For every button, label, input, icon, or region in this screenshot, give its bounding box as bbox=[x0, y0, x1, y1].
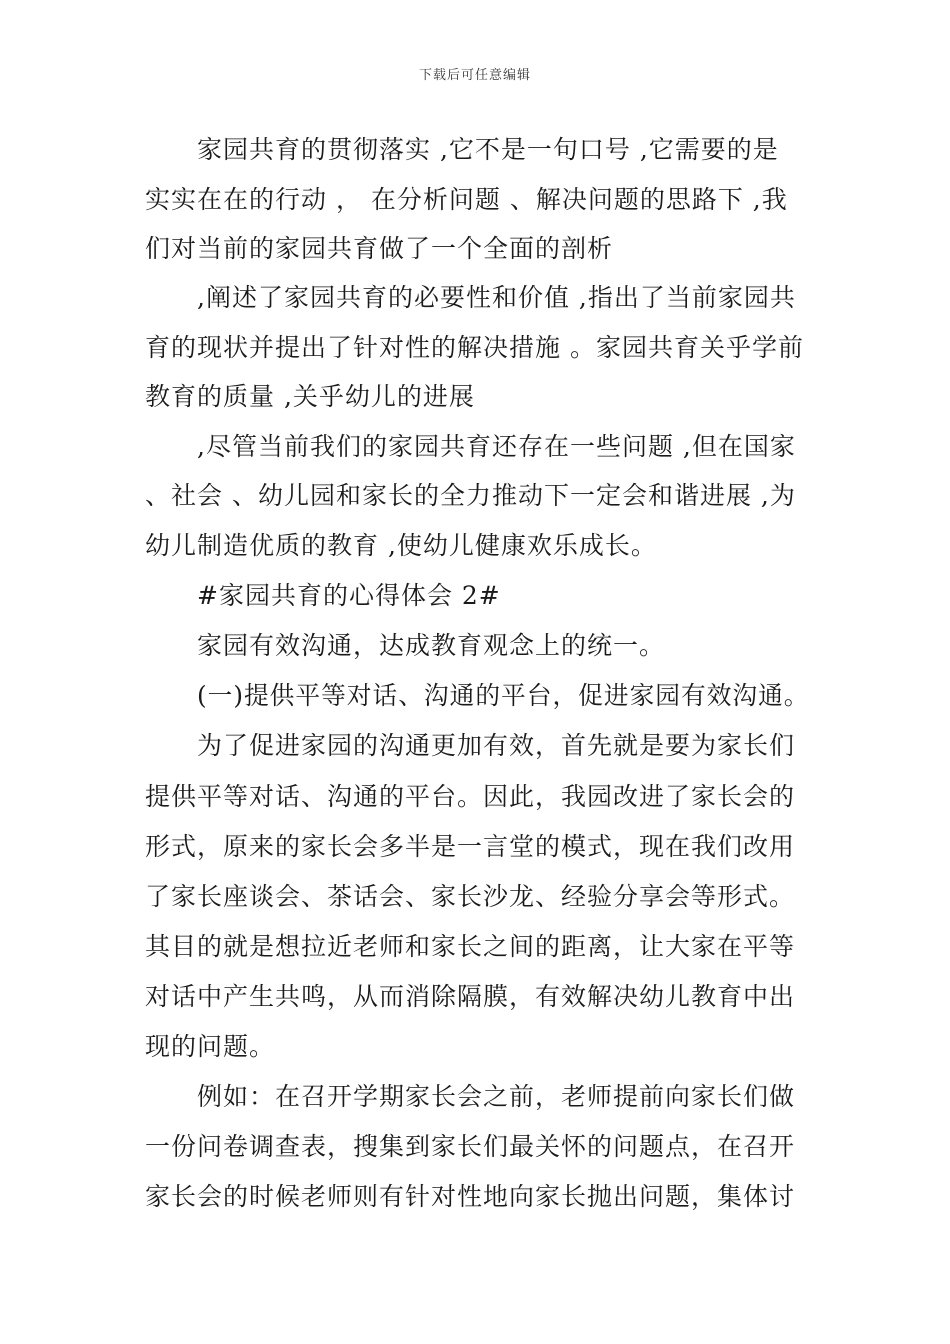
text-line: 家长会的时候老师则有针对性地向家长抛出问题，集体讨 bbox=[145, 1182, 796, 1211]
text-line: 了家长座谈会、茶话会、家长沙龙、经验分享会等形式。 bbox=[145, 882, 796, 911]
text-line: 现的问题。 bbox=[145, 1032, 276, 1061]
text-line: 对话中产生共鸣，从而消除隔膜，有效解决幼儿教育中出 bbox=[145, 982, 796, 1011]
text-line: 为了促进家园的沟通更加有效，首先就是要为家长们 bbox=[197, 731, 796, 760]
text-line: 家园有效沟通，达成教育观念上的统一。 bbox=[197, 631, 666, 660]
text-line: 、社会 、幼儿园和家长的全力推动下一定会和谐进展 ,为 bbox=[145, 481, 796, 510]
text-line: 例如：在召开学期家长会之前，老师提前向家长们做 bbox=[197, 1082, 796, 1111]
text-line: 家园共育的贯彻落实 ,它不是一句口号 ,它需要的是 bbox=[197, 135, 779, 164]
text-line: ,尽管当前我们的家园共育还存在一些问题 ,但在国家 bbox=[197, 432, 796, 461]
text-line: ,阐述了家园共育的必要性和价值 ,指出了当前家园共 bbox=[197, 283, 796, 312]
text-line: 实实在在的行动 ， 在分析问题 、解决问题的思路下 ,我 bbox=[145, 185, 788, 214]
text-line: (一)提供平等对话、沟通的平台，促进家园有效沟通。 bbox=[197, 681, 810, 710]
page-header: 下载后可任意编辑 bbox=[418, 68, 531, 83]
text-line: 幼儿制造优质的教育 ,使幼儿健康欢乐成长。 bbox=[145, 531, 657, 560]
text-line: 其目的就是想拉近老师和家长之间的距离，让大家在平等 bbox=[145, 932, 796, 961]
text-line: 教育的质量 ,关乎幼儿的进展 bbox=[145, 382, 475, 411]
text-line: 育的现状并提出了针对性的解决措施 。家园共育关乎学前 bbox=[145, 333, 804, 362]
text-line: 一份问卷调查表，搜集到家长们最关怀的问题点，在召开 bbox=[145, 1132, 796, 1161]
text-line: 提供平等对话、沟通的平台。因此，我园改进了家长会的 bbox=[145, 782, 796, 811]
section-heading: #家园共育的心得体会 2# bbox=[197, 581, 501, 610]
text-line: 们对当前的家园共育做了一个全面的剖析 bbox=[145, 234, 614, 263]
text-line: 形式，原来的家长会多半是一言堂的模式，现在我们改用 bbox=[145, 832, 796, 861]
